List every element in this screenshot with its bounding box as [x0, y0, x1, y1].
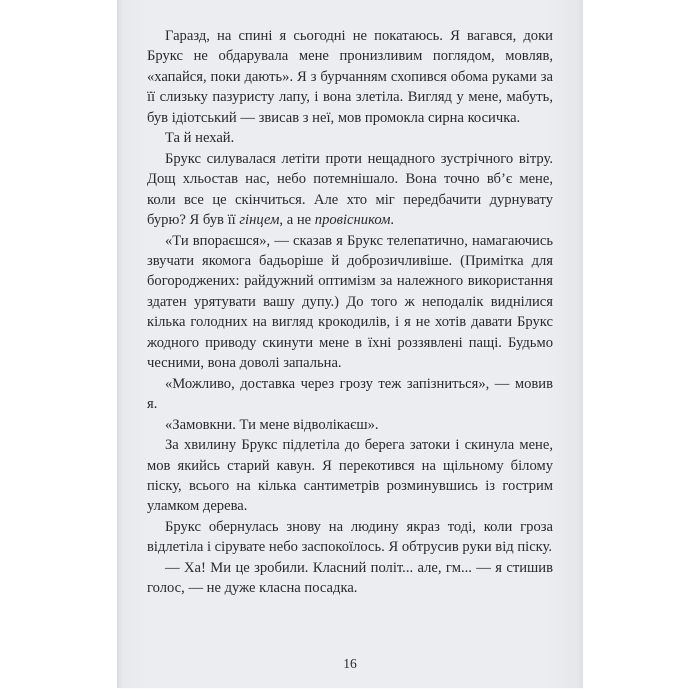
paragraph-7: За хвилину Брукс підлетіла до берега затоки і скинула мене, мов якийсь старий кавун. Я перекотився на щільному білому піску, всього на кілька сантиметрів розминувшись із гострим уламком дерева. — [147, 437, 553, 515]
paragraph-3-text-after: . — [390, 212, 395, 229]
paragraph-9: — Ха! Ми це зробили. Класний політ... але, гм... — я стишив голос, — не дуже класна посадка. — [147, 559, 553, 597]
paragraph-3-text-middle: , а не — [279, 212, 315, 229]
emphasis-prophet: провісником — [314, 212, 391, 229]
page-number: 16 — [343, 656, 357, 671]
paragraph-6: «Замовкни. Ти мене відволікаєш». — [165, 416, 379, 433]
book-page — [117, 0, 583, 688]
paragraph-4: «Ти впораєшся», — сказав я Брукс телепатично, намагаючись звучати якомога бадьоріше й доброзичливіше. (Примітка для богороджених: райдужний оптимізм за належного використання здатен урятувати вашу дупу.) До того ж неподалік виднілися кілька голодних на вигляд крокодилів, і я не хотів давати Брукс жодного приводу скинути мене в їхні роззявлені пащі. Будьмо чесними, вона доволі запальна. — [147, 232, 553, 372]
page-body-text — [147, 26, 553, 599]
paragraph-2: Та й нехай. — [165, 130, 235, 147]
paragraph-3-text-before: Брукс силувалася летіти проти нещадного зустрічного вітру. Дощ хльостав нас, небо потемнішало. Вона точно вб’є мене, коли все це скінчиться. Але хто міг передбачити дурнувату бурю? Я був її — [147, 150, 553, 229]
paragraph-1: Гаразд, на спині я сьогодні не покатаюсь. Я вагався, доки Брукс не обдарувала мене пронизливим поглядом, мовляв, «хапайся, поки дають». Я з бурчанням схопився обома руками за її слизьку пазуристу лапу, і вона злетіла. Вигляд у мене, мабуть, був ідіотський — звисав з неї, мов промокла сирна косичка. — [147, 28, 553, 126]
paragraph-5: «Можливо, доставка через грозу теж запізниться», — мовив я. — [147, 375, 553, 413]
paragraph-3 — [147, 149, 553, 231]
paragraph-8: Брукс обернулась знову на людину якраз тоді, коли гроза відлетіла і сірувате небо заспокоїлось. Я обтрусив руки від піску. — [147, 518, 553, 556]
emphasis-messenger: гінцем — [239, 212, 280, 229]
